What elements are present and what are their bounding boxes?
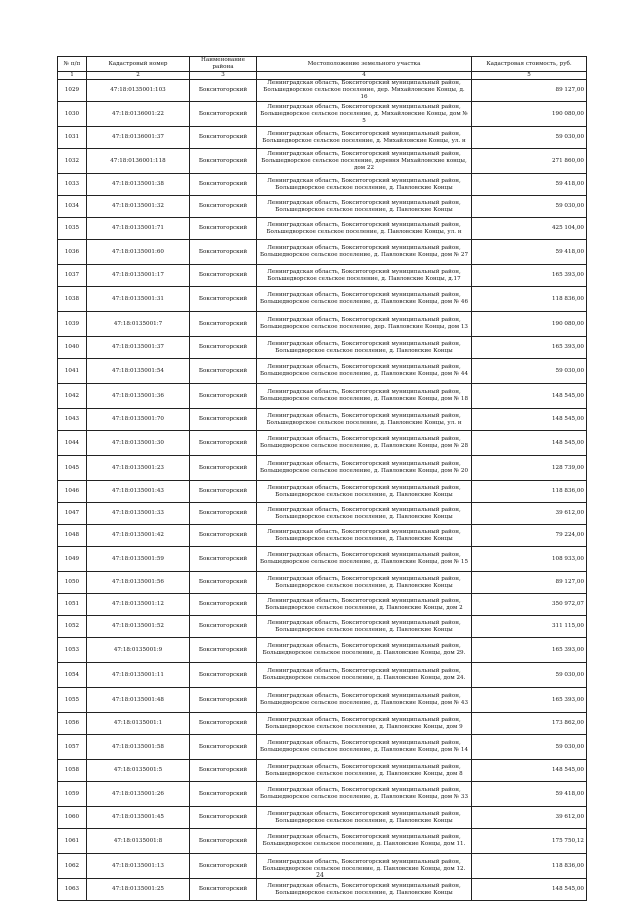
land-location: Ленинградская область, Бокситогорский муниципальный район, Большедворское сельское поселение, дер. Михайловские Концы, д. 16 xyxy=(257,80,472,102)
cadastral-value: 165 393,00 xyxy=(472,337,587,359)
cadastral-number: 47:18:0135001:60 xyxy=(87,240,190,265)
cadastral-value: 59 030,00 xyxy=(472,359,587,384)
table-row xyxy=(58,127,587,149)
cadastral-number: 47:18:0135001:31 xyxy=(87,287,190,312)
row-number: 1045 xyxy=(58,456,87,481)
cadastral-number: 47:18:0135001:54 xyxy=(87,359,190,384)
table-row xyxy=(58,80,587,102)
table-row xyxy=(58,431,587,456)
land-location: Ленинградская область, Бокситогорский муниципальный район, Большедворское сельское поселение, д. Павловские Концы, дом № 20 xyxy=(257,456,472,481)
district-name: Бокситогорский xyxy=(190,265,257,287)
header-location: Местоположение земельного участка xyxy=(257,57,472,72)
page-number: 24 xyxy=(316,872,324,879)
table-row xyxy=(58,594,587,616)
cadastral-value: 128 739,00 xyxy=(472,456,587,481)
cadastral-number: 47:18:0135001:103 xyxy=(87,80,190,102)
row-number: 1042 xyxy=(58,384,87,409)
table-row xyxy=(58,409,587,431)
table-row xyxy=(58,616,587,638)
cadastral-value: 148 545,00 xyxy=(472,879,587,901)
row-number: 1054 xyxy=(58,663,87,688)
row-number: 1039 xyxy=(58,312,87,337)
table-row xyxy=(58,337,587,359)
district-name: Бокситогорский xyxy=(190,240,257,265)
district-name: Бокситогорский xyxy=(190,196,257,218)
district-name: Бокситогорский xyxy=(190,638,257,663)
cadastral-value: 59 418,00 xyxy=(472,174,587,196)
land-location: Ленинградская область, Бокситогорский муниципальный район, Большедворское сельское поселение, д. Павловские Концы xyxy=(257,503,472,525)
district-name: Бокситогорский xyxy=(190,663,257,688)
table-row xyxy=(58,829,587,854)
table-row xyxy=(58,735,587,760)
cadastral-number: 47:18:0135001:37 xyxy=(87,337,190,359)
district-name: Бокситогорский xyxy=(190,829,257,854)
table-row xyxy=(58,547,587,572)
land-location: Ленинградская область, Бокситогорский муниципальный район, Большедворское сельское поселение, д. Павловские Концы, дом № 43 xyxy=(257,688,472,713)
cadastral-number: 47:18:0135001:32 xyxy=(87,196,190,218)
land-location: Ленинградская область, Бокситогорский муниципальный район, Большедворское сельское поселение, д. Павловские Концы, дом 29. xyxy=(257,638,472,663)
cadastral-number: 47:18:0135001:17 xyxy=(87,265,190,287)
land-location: Ленинградская область, Бокситогорский муниципальный район, Большедворское сельское поселение, д. Павловские Концы, дом 9 xyxy=(257,713,472,735)
table-row xyxy=(58,456,587,481)
cadastral-value: 175 750,12 xyxy=(472,829,587,854)
header-district: Наименование района xyxy=(190,57,257,72)
cadastral-number: 47:18:0135001:36 xyxy=(87,384,190,409)
table-body xyxy=(58,80,587,901)
district-name: Бокситогорский xyxy=(190,287,257,312)
row-number: 1030 xyxy=(58,102,87,127)
cadastral-value: 190 080,00 xyxy=(472,102,587,127)
land-location: Ленинградская область, Бокситогорский муниципальный район, Большедворское сельское поселение, д. Павловские Концы, дом 2 xyxy=(257,594,472,616)
land-location: Ленинградская область, Бокситогорский муниципальный район, Большедворское сельское поселение, д. Павловские Концы, дом № 27 xyxy=(257,240,472,265)
district-name: Бокситогорский xyxy=(190,713,257,735)
column-number: 1 xyxy=(58,72,87,80)
cadastral-value: 118 836,00 xyxy=(472,481,587,503)
cadastral-value: 271 860,00 xyxy=(472,149,587,174)
land-location: Ленинградская область, Бокситогорский муниципальный район, Большедворское сельское поселение, д. Павловские Концы, дом № 33 xyxy=(257,782,472,807)
district-name: Бокситогорский xyxy=(190,879,257,901)
land-location: Ленинградская область, Бокситогорский муниципальный район, Большедворское сельское поселение, д. Павловские Концы xyxy=(257,525,472,547)
column-number: 3 xyxy=(190,72,257,80)
land-location: Ленинградская область, Бокситогорский муниципальный район, Большедворское сельское поселение, д. Павловские Концы, д.17 xyxy=(257,265,472,287)
land-location: Ленинградская область, Бокситогорский муниципальный район, Большедворское сельское поселение, дер. Павловские Концы, дом 13 xyxy=(257,312,472,337)
district-name: Бокситогорский xyxy=(190,481,257,503)
row-number: 1036 xyxy=(58,240,87,265)
cadastral-number: 47:18:0135001:43 xyxy=(87,481,190,503)
table-row xyxy=(58,525,587,547)
row-number: 1059 xyxy=(58,782,87,807)
cadastral-value: 165 393,00 xyxy=(472,688,587,713)
table-row xyxy=(58,287,587,312)
row-number: 1049 xyxy=(58,547,87,572)
table-row xyxy=(58,265,587,287)
table-row xyxy=(58,663,587,688)
cadastral-number: 47:18:0135001:30 xyxy=(87,431,190,456)
district-name: Бокситогорский xyxy=(190,409,257,431)
cadastral-number: 47:18:0135001:58 xyxy=(87,735,190,760)
cadastral-number: 47:18:0135001:11 xyxy=(87,663,190,688)
cadastral-value: 118 836,00 xyxy=(472,287,587,312)
row-number: 1047 xyxy=(58,503,87,525)
row-number: 1040 xyxy=(58,337,87,359)
table-row xyxy=(58,807,587,829)
table-row xyxy=(58,879,587,901)
land-location: Ленинградская область, Бокситогорский муниципальный район, Большедворское сельское поселение, д. Павловские Концы, дом 11. xyxy=(257,829,472,854)
cadastral-number: 47:18:0135001:23 xyxy=(87,456,190,481)
cadastral-value: 350 972,07 xyxy=(472,594,587,616)
cadastral-value: 108 933,00 xyxy=(472,547,587,572)
row-number: 1058 xyxy=(58,760,87,782)
cadastral-value: 173 862,00 xyxy=(472,713,587,735)
land-location: Ленинградская область, Бокситогорский муниципальный район, Большедворское сельское поселение, д. Павловские Концы, дом № 46 xyxy=(257,287,472,312)
row-number: 1043 xyxy=(58,409,87,431)
land-location: Ленинградская область, Бокситогорский муниципальный район, Большедворское сельское поселение, д. Павловские Концы xyxy=(257,616,472,638)
cadastral-value: 59 030,00 xyxy=(472,735,587,760)
cadastral-number: 47:18:0135001:12 xyxy=(87,594,190,616)
cadastral-value: 59 030,00 xyxy=(472,196,587,218)
header-cadastral-value: Кадастровая стоимость, руб. xyxy=(472,57,587,72)
cadastral-value: 59 030,00 xyxy=(472,663,587,688)
header-row xyxy=(58,57,587,72)
district-name: Бокситогорский xyxy=(190,616,257,638)
cadastral-table xyxy=(57,56,587,901)
row-number: 1052 xyxy=(58,616,87,638)
cadastral-value: 148 545,00 xyxy=(472,431,587,456)
land-location: Ленинградская область, Бокситогорский муниципальный район, Большедворское сельское поселение, д. Павловские Концы xyxy=(257,481,472,503)
table-row xyxy=(58,218,587,240)
table-row xyxy=(58,782,587,807)
land-location: Ленинградская область, Бокситогорский муниципальный район, Большедворское сельское поселение, д. Павловские Концы, ул. н xyxy=(257,409,472,431)
cadastral-number: 47:18:0135001:25 xyxy=(87,879,190,901)
land-location: Ленинградская область, Бокситогорский муниципальный район, Большедворское сельское поселение, д. Павловские Концы, дом № 15 xyxy=(257,547,472,572)
cadastral-number: 47:18:0135001:5 xyxy=(87,760,190,782)
district-name: Бокситогорский xyxy=(190,359,257,384)
district-name: Бокситогорский xyxy=(190,431,257,456)
cadastral-number: 47:18:0135001:9 xyxy=(87,638,190,663)
district-name: Бокситогорский xyxy=(190,525,257,547)
district-name: Бокситогорский xyxy=(190,174,257,196)
cadastral-value: 148 545,00 xyxy=(472,760,587,782)
cadastral-value: 311 115,00 xyxy=(472,616,587,638)
table-row xyxy=(58,240,587,265)
cadastral-number: 47:18:0135001:59 xyxy=(87,547,190,572)
column-number: 4 xyxy=(257,72,472,80)
land-location: Ленинградская область, Бокситогорский муниципальный район, Большедворское сельское поселение, д. Павловские Концы xyxy=(257,174,472,196)
cadastral-value: 79 224,00 xyxy=(472,525,587,547)
cadastral-number: 47:18:0135001:1 xyxy=(87,713,190,735)
cadastral-value: 39 612,00 xyxy=(472,503,587,525)
table-row xyxy=(58,638,587,663)
table-row xyxy=(58,713,587,735)
cadastral-number: 47:18:0135001:33 xyxy=(87,503,190,525)
table-row xyxy=(58,760,587,782)
cadastral-number: 47:18:0135001:8 xyxy=(87,829,190,854)
row-number: 1055 xyxy=(58,688,87,713)
row-number: 1056 xyxy=(58,713,87,735)
cadastral-value: 89 127,00 xyxy=(472,80,587,102)
row-number: 1041 xyxy=(58,359,87,384)
cadastral-value: 165 393,00 xyxy=(472,638,587,663)
cadastral-number: 47:18:0135001:38 xyxy=(87,174,190,196)
row-number: 1031 xyxy=(58,127,87,149)
row-number: 1044 xyxy=(58,431,87,456)
cadastral-value: 89 127,00 xyxy=(472,572,587,594)
district-name: Бокситогорский xyxy=(190,854,257,879)
row-number: 1061 xyxy=(58,829,87,854)
land-location: Ленинградская область, Бокситогорский муниципальный район, Большедворское сельское поселение, д. Павловские Концы xyxy=(257,879,472,901)
table-row xyxy=(58,149,587,174)
cadastral-value: 59 418,00 xyxy=(472,240,587,265)
district-name: Бокситогорский xyxy=(190,312,257,337)
row-number: 1060 xyxy=(58,807,87,829)
row-number: 1037 xyxy=(58,265,87,287)
district-name: Бокситогорский xyxy=(190,503,257,525)
district-name: Бокситогорский xyxy=(190,688,257,713)
row-number: 1035 xyxy=(58,218,87,240)
district-name: Бокситогорский xyxy=(190,735,257,760)
cadastral-number: 47:18:0135001:70 xyxy=(87,409,190,431)
land-location: Ленинградская область, Бокситогорский муниципальный район, Большедворское сельское поселение, д. Павловские Концы, дом 24. xyxy=(257,663,472,688)
cadastral-value: 59 030,00 xyxy=(472,127,587,149)
row-number: 1053 xyxy=(58,638,87,663)
land-location: Ленинградская область, Бокситогорский муниципальный район, Большедворское сельское поселение, д. Павловские Концы, дом № 28 xyxy=(257,431,472,456)
district-name: Бокситогорский xyxy=(190,149,257,174)
land-location: Ленинградская область, Бокситогорский муниципальный район, Большедворское сельское поселение, д. Михайловские Концы, дом № 5 xyxy=(257,102,472,127)
table-row xyxy=(58,359,587,384)
cadastral-number: 47:18:0135001:7 xyxy=(87,312,190,337)
table-row xyxy=(58,102,587,127)
district-name: Бокситогорский xyxy=(190,337,257,359)
table-row xyxy=(58,174,587,196)
cadastral-number: 47:18:0135001:45 xyxy=(87,807,190,829)
cadastral-value: 148 545,00 xyxy=(472,409,587,431)
land-location: Ленинградская область, Бокситогорский муниципальный район, Большедворское сельское поселение, д. Павловские Концы, дом № 14 xyxy=(257,735,472,760)
district-name: Бокситогорский xyxy=(190,547,257,572)
district-name: Бокситогорский xyxy=(190,218,257,240)
land-location: Ленинградская область, Бокситогорский муниципальный район, Большедворское сельское поселение, д. Павловские Концы, ул. н xyxy=(257,218,472,240)
land-location: Ленинградская область, Бокситогорский муниципальный район, Большедворское сельское поселение, д. Павловские Концы, дом 12. xyxy=(257,854,472,879)
district-name: Бокситогорский xyxy=(190,572,257,594)
cadastral-value: 165 393,00 xyxy=(472,265,587,287)
table-row xyxy=(58,312,587,337)
district-name: Бокситогорский xyxy=(190,807,257,829)
row-number: 1034 xyxy=(58,196,87,218)
row-number: 1029 xyxy=(58,80,87,102)
district-name: Бокситогорский xyxy=(190,127,257,149)
cadastral-number: 47:18:0135001:42 xyxy=(87,525,190,547)
row-number: 1051 xyxy=(58,594,87,616)
row-number: 1062 xyxy=(58,854,87,879)
row-number: 1050 xyxy=(58,572,87,594)
cadastral-value: 59 418,00 xyxy=(472,782,587,807)
cadastral-value: 39 612,00 xyxy=(472,807,587,829)
column-number-row xyxy=(58,72,587,80)
land-location: Ленинградская область, Бокситогорский муниципальный район, Большедворское сельское поселение, д. Павловские Концы xyxy=(257,196,472,218)
cadastral-number: 47:18:0135001:48 xyxy=(87,688,190,713)
column-number: 2 xyxy=(87,72,190,80)
land-location: Ленинградская область, Бокситогорский муниципальный район, Большедворское сельское поселение, д. Павловские Концы xyxy=(257,572,472,594)
cadastral-number: 47:18:0135001:56 xyxy=(87,572,190,594)
cadastral-number: 47:18:0135001:26 xyxy=(87,782,190,807)
land-location: Ленинградская область, Бокситогорский муниципальный район, Большедворское сельское поселение, д. Павловские Концы, дом 8 xyxy=(257,760,472,782)
district-name: Бокситогорский xyxy=(190,384,257,409)
row-number: 1033 xyxy=(58,174,87,196)
land-location: Ленинградская область, Бокситогорский муниципальный район, Большедворское сельское поселение, деревня Михайловские концы, дом 22 xyxy=(257,149,472,174)
table-row xyxy=(58,384,587,409)
row-number: 1046 xyxy=(58,481,87,503)
land-location: Ленинградская область, Бокситогорский муниципальный район, Большедворское сельское поселение, д. Павловские Концы xyxy=(257,337,472,359)
row-number: 1032 xyxy=(58,149,87,174)
row-number: 1038 xyxy=(58,287,87,312)
district-name: Бокситогорский xyxy=(190,782,257,807)
district-name: Бокситогорский xyxy=(190,594,257,616)
cadastral-number: 47:18:0136001:118 xyxy=(87,149,190,174)
cadastral-number: 47:18:0135001:13 xyxy=(87,854,190,879)
cadastral-number: 47:18:0136001:22 xyxy=(87,102,190,127)
header-cadastral-number: Кадастровый номер xyxy=(87,57,190,72)
header-number: № п/п xyxy=(58,57,87,72)
table-row xyxy=(58,503,587,525)
district-name: Бокситогорский xyxy=(190,102,257,127)
table-row xyxy=(58,688,587,713)
land-location: Ленинградская область, Бокситогорский муниципальный район, Большедворское сельское поселение, д. Павловские Концы, дом № 18 xyxy=(257,384,472,409)
cadastral-value: 425 104,00 xyxy=(472,218,587,240)
column-number: 5 xyxy=(472,72,587,80)
row-number: 1048 xyxy=(58,525,87,547)
district-name: Бокситогорский xyxy=(190,456,257,481)
table-row xyxy=(58,196,587,218)
cadastral-number: 47:18:0135001:52 xyxy=(87,616,190,638)
row-number: 1057 xyxy=(58,735,87,760)
table-row xyxy=(58,481,587,503)
land-location: Ленинградская область, Бокситогорский муниципальный район, Большедворское сельское поселение, д. Михайловские Концы, ул. н xyxy=(257,127,472,149)
cadastral-number: 47:18:0135001:71 xyxy=(87,218,190,240)
row-number: 1063 xyxy=(58,879,87,901)
cadastral-number: 47:18:0136001:37 xyxy=(87,127,190,149)
cadastral-value: 148 545,00 xyxy=(472,384,587,409)
table-row xyxy=(58,572,587,594)
district-name: Бокситогорский xyxy=(190,760,257,782)
cadastral-value: 118 836,00 xyxy=(472,854,587,879)
land-location: Ленинградская область, Бокситогорский муниципальный район, Большедворское сельское поселение, д. Павловские Концы, дом № 44 xyxy=(257,359,472,384)
cadastral-value: 190 080,00 xyxy=(472,312,587,337)
district-name: Бокситогорский xyxy=(190,80,257,102)
land-location: Ленинградская область, Бокситогорский муниципальный район, Большедворское сельское поселение, д. Павловские Концы xyxy=(257,807,472,829)
